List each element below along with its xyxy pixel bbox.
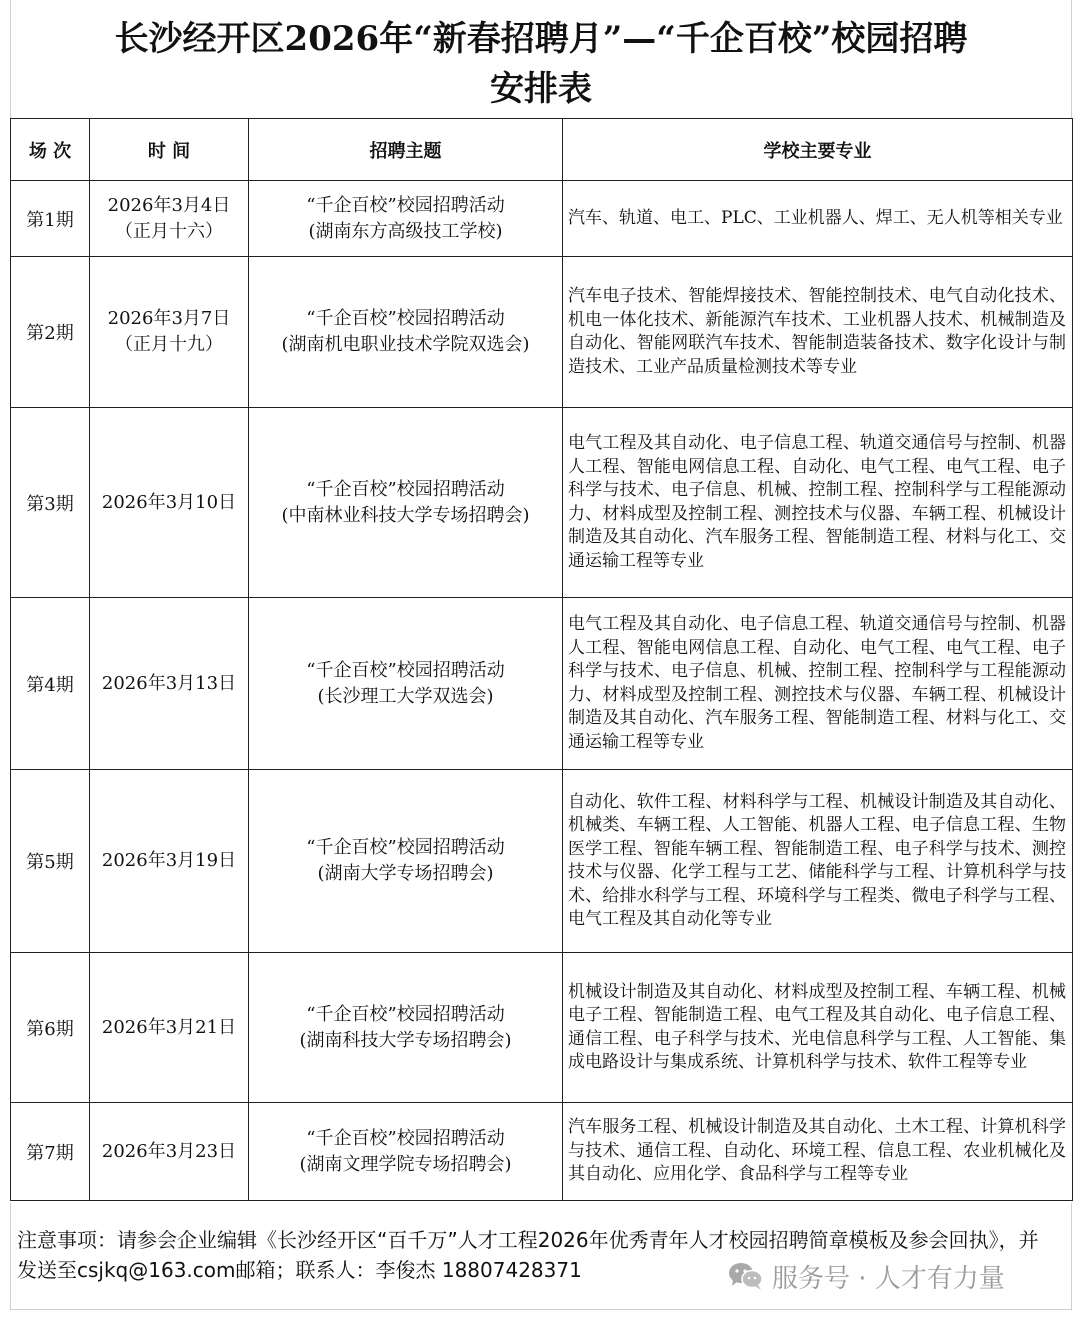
date-text: 2026年3月13日 — [101, 672, 237, 694]
majors-cell: 汽车电子技术、智能焊接技术、智能控制技术、电气自动化技术、机电一体化技术、新能源汽车技术、工业机器人技术、机械制造及自动化、智能网联汽车技术、智能制造装备技术、数字化设计与制造技术、工业产品质量检测技术等专业 — [563, 257, 1073, 408]
majors-cell: 机械设计制造及其自动化、材料成型及控制工程、车辆工程、机械电子工程、智能制造工程、电气工程及其自动化、电子信息工程、通信工程、电子科学与技术、光电信息科学与工程、人工智能、集成电路设计与集成系统、计算机科学与技术、软件工程等专业 — [563, 953, 1073, 1103]
table-row — [11, 770, 1073, 953]
date-cell — [90, 1103, 249, 1201]
session-cell: 第2期 — [11, 257, 90, 408]
title-line-1: 长沙经开区2026年“新春招聘月”—“千企百校”校园招聘 — [114, 19, 968, 59]
date-text: 2026年3月23日 — [101, 1140, 237, 1162]
schedule-table — [10, 118, 1073, 1201]
table-row — [11, 181, 1073, 257]
table-row — [11, 953, 1073, 1103]
header-time: 时 间 — [90, 119, 249, 181]
notes-text: 注意事项：请参会企业编辑《长沙经开区“百千万”人才工程2026年优秀青年人才校园招聘简章模板及参会回执》，并发送至csjkq@163.com邮箱；联系人：李俊杰 18807428371 — [17, 1228, 1039, 1282]
date-text: 2026年3月19日 — [101, 850, 237, 871]
date-cell — [90, 181, 249, 257]
lunar-date-text: （正月十六） — [115, 220, 223, 242]
date-cell — [90, 408, 249, 598]
session-cell: 第5期 — [11, 770, 90, 953]
theme-cell — [249, 770, 563, 953]
school-text: (湖南大学专场招聘会) — [317, 863, 494, 884]
table-row — [11, 257, 1073, 408]
table-row — [11, 1103, 1073, 1201]
theme-cell — [249, 408, 563, 598]
date-cell — [90, 257, 249, 408]
header-session: 场 次 — [11, 119, 90, 181]
table-row — [11, 598, 1073, 770]
majors-cell: 电气工程及其自动化、电子信息工程、轨道交通信号与控制、机器人工程、智能电网信息工程、自动化、电气工程、电气工程、电子科学与技术、电子信息、机械、控制工程、控制科学与工程能源动力、材料成型及控制工程、测控技术与仪器、车辆工程、机械设计制造及其自动化、汽车服务工程、智能制造工程、材料与化工、交通运输工程等专业 — [563, 598, 1073, 770]
header-theme: 招聘主题 — [249, 119, 563, 181]
theme-cell — [249, 257, 563, 408]
school-text: (湖南机电职业技术学院双选会) — [281, 334, 530, 355]
date-cell — [90, 953, 249, 1103]
majors-cell: 自动化、软件工程、材料科学与工程、机械设计制造及其自动化、机械类、车辆工程、人工智能、机器人工程、电子信息工程、生物医学工程、智能车辆工程、智能制造工程、电子科学与技术、测控技术与仪器、化学工程与工艺、储能科学与工程、计算机科学与技术、给排水科学与工程、环境科学与工程类、微电子科学与工程、电气工程及其自动化等专业 — [563, 770, 1073, 953]
lunar-date-text: （正月十九） — [115, 334, 223, 355]
school-text: (湖南科技大学专场招聘会) — [299, 1029, 512, 1051]
theme-text: “千企百校”校园招聘活动 — [306, 308, 505, 329]
date-text: 2026年3月4日 — [107, 194, 231, 216]
session-cell: 第7期 — [11, 1103, 90, 1201]
school-text: (中南林业科技大学专场招聘会) — [281, 504, 530, 526]
theme-cell — [249, 953, 563, 1103]
session-cell: 第1期 — [11, 181, 90, 257]
header-majors: 学校主要专业 — [563, 119, 1073, 181]
date-cell — [90, 770, 249, 953]
session-cell: 第4期 — [11, 598, 90, 770]
watermark-text: 服务号 · 人才有力量 — [772, 1263, 1005, 1294]
majors-cell: 电气工程及其自动化、电子信息工程、轨道交通信号与控制、机器人工程、智能电网信息工程、自动化、电气工程、电气工程、电子科学与技术、电子信息、机械、控制工程、控制科学与工程能源动力、材料成型及控制工程、测控技术与仪器、车辆工程、机械设计制造及其自动化、汽车服务工程、智能制造工程、材料与化工、交通运输工程等专业 — [563, 408, 1073, 598]
watermark — [728, 1256, 1005, 1296]
school-text: (湖南东方高级技工学校) — [308, 220, 503, 242]
theme-cell — [249, 598, 563, 770]
title-line-2: 安排表 — [490, 69, 592, 109]
theme-text: “千企百校”校园招聘活动 — [306, 1127, 505, 1149]
theme-text: “千企百校”校园招聘活动 — [306, 659, 505, 681]
theme-text: “千企百校”校园招聘活动 — [306, 478, 505, 500]
date-text: 2026年3月10日 — [101, 491, 237, 513]
school-text: (湖南文理学院专场招聘会) — [299, 1153, 512, 1175]
theme-text: “千企百校”校园招聘活动 — [306, 194, 505, 216]
session-cell: 第6期 — [11, 953, 90, 1103]
document-title — [10, 0, 1072, 118]
theme-cell — [249, 1103, 563, 1201]
theme-cell — [249, 181, 563, 257]
majors-cell: 汽车、轨道、电工、PLC、工业机器人、焊工、无人机等相关专业 — [563, 181, 1073, 257]
school-text: (长沙理工大学双选会) — [317, 685, 494, 707]
date-text: 2026年3月21日 — [101, 1016, 237, 1038]
table-row — [11, 408, 1073, 598]
date-cell — [90, 598, 249, 770]
theme-text: “千企百校”校园招聘活动 — [306, 1003, 505, 1025]
table-header-row — [11, 119, 1073, 181]
majors-cell: 汽车服务工程、机械设计制造及其自动化、土木工程、计算机科学与技术、通信工程、自动化、环境工程、信息工程、农业机械化及其自动化、应用化学、食品科学与工程等专业 — [563, 1103, 1073, 1201]
wechat-icon — [728, 1261, 764, 1291]
date-text: 2026年3月7日 — [107, 308, 231, 329]
theme-text: “千企百校”校园招聘活动 — [306, 837, 505, 858]
session-cell: 第3期 — [11, 408, 90, 598]
